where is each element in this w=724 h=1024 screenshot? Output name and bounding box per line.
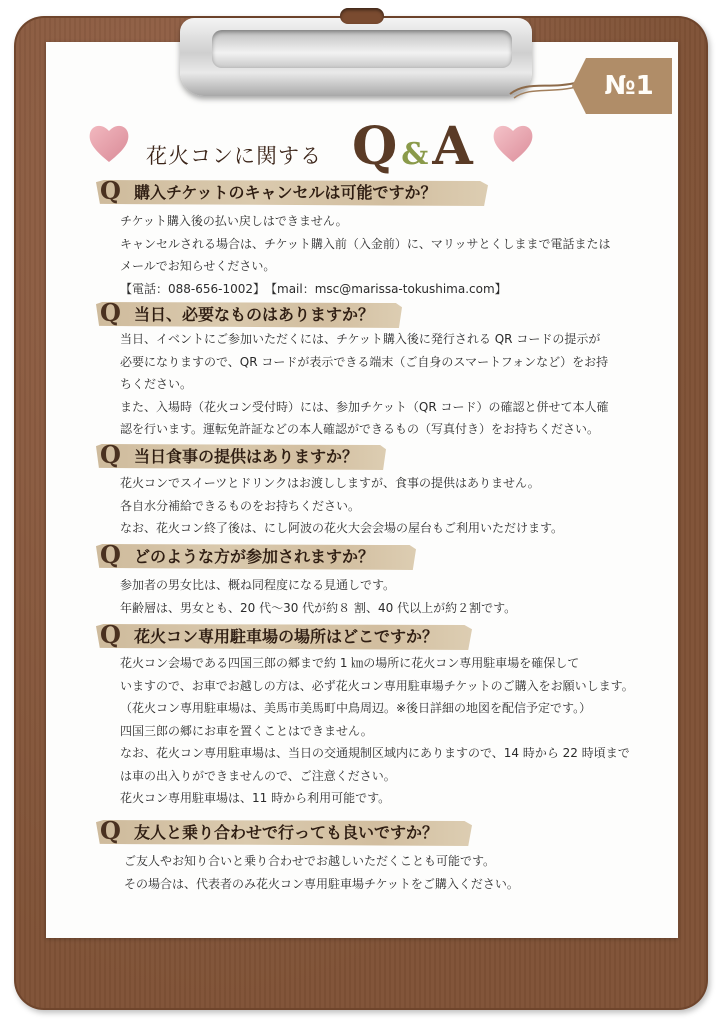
answer-line: （花火コン専用駐車場は、美馬市美馬町中鳥周辺。※後日詳細の地図を配信予定です。）: [120, 701, 592, 715]
clip-hole: [340, 8, 384, 24]
answer-line: いますので、お車でお越しの方は、必ず花火コン専用駐車場チケットのご購入をお願いします。: [120, 678, 634, 693]
faq-question-text: 友人と乗り合わせで行っても良いですか？: [134, 823, 439, 842]
q-mark: Q: [100, 298, 121, 327]
answer-line: キャンセルされる場合は、チケット購入前（入金前）に、マリッサとくしままで電話または: [120, 236, 611, 251]
page-title: 花火コンに関する: [146, 144, 322, 168]
answer-line: チケット購入後の払い戻しはできません。: [120, 214, 348, 228]
faq-answer: [120, 574, 516, 619]
faq-answer: [120, 652, 634, 810]
tag-string: [508, 60, 582, 100]
q-mark: Q: [100, 620, 121, 649]
faq-question-text: どのような方が参加されますか？: [134, 547, 375, 566]
answer-line: 当日、イベントにご参加いただくには、チケット購入後に発行される QR コードの提示が: [120, 332, 601, 346]
faq-answer: [120, 210, 610, 300]
answer-line: なお、花火コン専用駐車場は、当日の交通規制区域内にありますので、14 時から 22 時頃まで: [120, 746, 630, 760]
answer-line: その場合は、代表者のみ花火コン専用駐車場チケットをご購入ください。: [124, 876, 519, 891]
heart-icon: [86, 120, 132, 166]
answer-line: ちください。: [120, 377, 193, 391]
answer-line: は車の出入りができませんので、ご注意ください。: [120, 768, 396, 783]
faq-answer: [120, 472, 563, 540]
answer-line: 参加者の男女比は、概ね同程度になる見通しです。: [120, 578, 396, 592]
answer-line: また、入場時（花火コン受付時）には、参加チケット（QR コード）の確認と併せて本人確: [120, 399, 609, 414]
qa-logo-a: A: [432, 116, 473, 177]
answer-line: ご友人やお知り合いと乗り合わせでお越しいただくことも可能です。: [124, 854, 496, 868]
answer-line: 花火コン会場である四国三郎の郷まで約 1 ㎞の場所に花火コン専用駐車場を確保して: [120, 656, 580, 670]
q-mark: Q: [100, 540, 121, 569]
q-mark: Q: [100, 176, 121, 205]
faq-question-text: 当日食事の提供はありますか？: [134, 447, 359, 466]
faq-answer: [120, 328, 609, 441]
answer-line: 【電話：088-656-1002】 【mail：msc@marissa-tokushima.com】: [120, 281, 507, 296]
faq-question-text: 当日、必要なものはありますか？: [134, 305, 375, 324]
answer-line: なお、花火コン終了後は、にし阿波の花火大会会場の屋台もご利用いただけます。: [120, 521, 564, 535]
qa-logo-q: Q: [352, 116, 398, 177]
q-mark: Q: [100, 816, 121, 845]
answer-line: 四国三郎の郷にお車を置くことはできません。: [120, 723, 373, 738]
qa-logo: [352, 116, 473, 176]
faq-answer: [124, 850, 519, 895]
faq-question-text: 購入チケットのキャンセルは可能ですか？: [134, 183, 437, 202]
qa-logo-amp: &: [401, 137, 429, 172]
heart-icon: [490, 120, 536, 166]
answer-line: メールでお知らせください。: [120, 259, 276, 273]
answer-line: 年齢層は、男女とも、20 代〜30 代が約８ 割、40 代以上が約２割です。: [120, 600, 517, 615]
answer-line: 必要になりますので、QR コードが表示できる端末（ご自身のスマートフォンなど）をお持: [120, 354, 609, 369]
answer-line: 認を行います。運転免許証などの本人確認ができるもの（写真付き）をお持ちください。: [120, 422, 600, 436]
q-mark: Q: [100, 440, 121, 469]
answer-line: 花火コン専用駐車場は、11 時から利用可能です。: [120, 791, 391, 805]
answer-line: 花火コンでスイーツとドリンクはお渡ししますが、食事の提供はありません。: [120, 476, 540, 490]
answer-line: 各自水分補給できるものをお持ちください。: [120, 498, 361, 513]
faq-question-text: 花火コン専用駐車場の場所はどこですか？: [134, 627, 439, 646]
clip-lever: [212, 30, 512, 68]
tag-number: №1: [604, 71, 654, 101]
